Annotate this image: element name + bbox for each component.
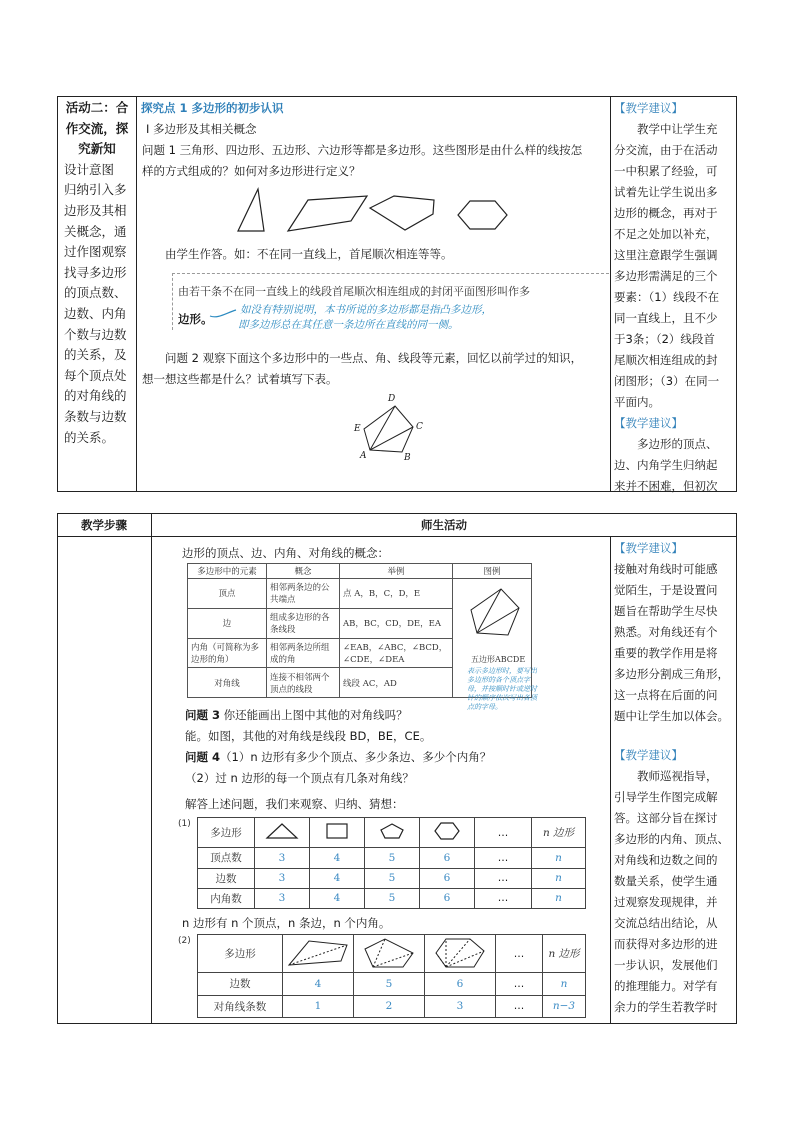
design-line: 的关系。 xyxy=(64,429,115,445)
ellipsis: … xyxy=(475,868,532,888)
suggestion-line: 的推理能力。对学有 xyxy=(614,979,718,993)
hexagon-icon xyxy=(432,821,462,841)
concept-element: 顶点 xyxy=(188,579,267,609)
pent-diagonal-cell xyxy=(354,935,425,973)
spacer xyxy=(614,727,734,745)
teaching-suggestions-bottom xyxy=(614,538,734,1018)
edge-count: 4 xyxy=(310,868,365,888)
suggestion-line: 熟悉。对角线还有个 xyxy=(614,625,718,639)
edge-count: 5 xyxy=(365,868,420,888)
suggestion-line: 交流总结出结论，从 xyxy=(614,916,718,930)
table-2-tag: (2) xyxy=(178,936,191,946)
design-line: 边数、内角 xyxy=(64,305,127,321)
hexagon-cell xyxy=(420,818,475,848)
vertex-label-e: E xyxy=(354,424,361,434)
suggestion-line: 边形的概念，再对于 xyxy=(614,206,718,220)
figure-handwritten-note: 表示多边形时，要写出多边形的各个顶点字母，并按顺时针或逆时针的顺序依次写出各顶点的字母。 xyxy=(467,667,537,711)
polygon-definition-end: 边形。 xyxy=(178,312,213,326)
figure-caption: 五边形ABCDE xyxy=(471,655,526,664)
pentagon-diagonal-icon xyxy=(359,935,419,969)
suggestion-line: 不足之处加以补充， xyxy=(614,227,718,241)
pentagon-abcde-diagram xyxy=(459,583,537,655)
subheading: Ⅰ 多边形及其相关概念 xyxy=(146,122,257,136)
polygon-definition: 由若干条不在同一直线上的线段首尾顺次相连组成的封闭平面图形叫作多 xyxy=(178,285,530,298)
suggestion-tag: 【教学建议】 xyxy=(614,416,683,430)
design-line: 找寻多边形 xyxy=(64,264,127,280)
concept-example: ∠EAB，∠ABC，∠BCD，∠CDE，∠DEA xyxy=(340,638,453,668)
answer-text: 由学生作答。如：不在同一直线上，首尾顺次相连等等。 xyxy=(165,247,453,261)
suggestion-line: 多边形的顶点、 xyxy=(637,437,718,451)
row-header: 对角线条数 xyxy=(198,995,283,1018)
vertex-label-a: A xyxy=(360,451,367,461)
concept-definition: 相邻两条边的公共端点 xyxy=(267,579,340,609)
suggestion-line: 一步认识，发展他们 xyxy=(614,958,718,972)
question-4-text: （1）n 边形有多少个顶点、多少条边、多少个内角？ xyxy=(220,750,492,764)
activity-title-1: 活动二：合 xyxy=(65,100,129,115)
header-activities: 师生活动 xyxy=(421,518,467,532)
question-3-text: 你还能画出上图中其他的对角线吗？ xyxy=(220,708,408,722)
design-intent-label: 设计意图 xyxy=(64,161,115,177)
quadrilateral-diagonal-icon xyxy=(285,935,351,969)
suggestion-line: 于3条；（2）线段首 xyxy=(614,332,715,346)
suggestion-line: 这一点将在后面的问 xyxy=(614,688,718,702)
diagonal-count: 2 xyxy=(354,995,425,1018)
design-line: 个数与边数 xyxy=(64,326,127,342)
header-teaching-steps: 教学步骤 xyxy=(81,518,127,532)
explore-heading: 探究点 1 多边形的初步认识 xyxy=(141,101,284,115)
concept-header: 图例 xyxy=(453,564,532,579)
pentagon-cell xyxy=(365,818,420,848)
design-line: 的对角线的 xyxy=(64,388,127,404)
pentagon-shape xyxy=(370,196,434,230)
suggestion-line: 一中积累了经验，可 xyxy=(614,164,718,178)
concept-element: 边 xyxy=(188,608,267,638)
pentagon-figure xyxy=(340,394,440,466)
triangle-shape xyxy=(238,189,264,231)
design-line: 的顶点数、 xyxy=(64,285,127,301)
edge-count: 5 xyxy=(354,973,425,996)
concept-intro: 边形的顶点、边、内角、对角线的概念： xyxy=(182,546,389,560)
suggestion-line: 要素：（1）线段不在 xyxy=(614,290,720,304)
concept-definition: 组成多边形的各条线段 xyxy=(267,608,340,638)
suggestion-line: 数量关系，使学生通 xyxy=(614,874,718,888)
n-gon-header: n 边形 xyxy=(543,935,586,973)
activity-title-2: 作交流，探 xyxy=(65,120,129,136)
suggestion-line: 接触对角线时可能感 xyxy=(614,562,718,576)
suggestion-line: 余力的学生若教学时 xyxy=(614,1000,718,1014)
edge-count-n: n xyxy=(532,868,586,888)
ellipsis: … xyxy=(496,995,543,1018)
row-header: 边数 xyxy=(198,973,283,996)
angle-count: 4 xyxy=(310,888,365,908)
suggestion-line: 教学中让学生充 xyxy=(637,122,718,136)
suggestion-line: 分交流，由于在活动 xyxy=(614,143,718,157)
suggestion-line: 多边形的内角、顶点、 xyxy=(614,832,729,846)
triangle-cell xyxy=(255,818,310,848)
hex-diagonal-cell xyxy=(425,935,496,973)
ellipsis: … xyxy=(496,935,543,973)
activity-column xyxy=(60,98,134,448)
suggestion-line: 过观察发现规律，并 xyxy=(614,895,718,909)
vertex-label-b: B xyxy=(404,453,411,463)
diagonal-count-n: n−3 xyxy=(543,995,586,1018)
question-1-line1: 问题 1 三角形、四边形、五边形、六边形等都是多边形。这些图形是由什么样的线按怎 xyxy=(142,143,583,157)
design-line: 关概念，通 xyxy=(64,223,127,239)
concept-example: 点 A，B，C，D，E xyxy=(340,579,453,609)
vertex-count: 5 xyxy=(365,848,420,868)
row-header: 多边形 xyxy=(198,818,255,848)
square-icon xyxy=(323,822,351,840)
suggestion-tag: 【教学建议】 xyxy=(614,748,683,762)
suggestion-line: 来并不困难，但初次 xyxy=(614,479,718,493)
vertex-label-c: C xyxy=(416,422,423,432)
suggestion-tag: 【教学建议】 xyxy=(614,101,683,115)
question-2-line1: 问题 2 观察下面这个多边形中的一些点、角、线段等元素，回忆以前学过的知识， xyxy=(165,351,583,365)
suggestion-line: 平面内。 xyxy=(614,395,660,409)
concept-example: 线段 AC，AD xyxy=(340,668,453,698)
handwritten-note-line2: 即多边形总在其任意一条边所在直线的同一侧。 xyxy=(238,319,459,331)
pentagon-icon xyxy=(378,822,406,840)
suggestion-line: 答。这部分旨在探讨 xyxy=(614,811,718,825)
suggestion-line: 重要的教学作用是将 xyxy=(614,646,718,660)
edge-count: 3 xyxy=(255,868,310,888)
edge-count: 6 xyxy=(425,973,496,996)
suggestion-line: 对角线和边数之间的 xyxy=(614,853,718,867)
edge-count-n: n xyxy=(543,973,586,996)
question-4-label: 问题 4 xyxy=(185,750,221,764)
row-header: 边数 xyxy=(198,868,255,888)
diagonal-count: 1 xyxy=(283,995,354,1018)
suggestion-line: 多边形分割成三角形， xyxy=(614,667,729,681)
n-gon-header: n 边形 xyxy=(532,818,586,848)
suggestion-line: 而获得对多边形的进 xyxy=(614,937,718,951)
vertex-count: 4 xyxy=(310,848,365,868)
angle-count-n: n xyxy=(532,888,586,908)
pentagon-outline xyxy=(364,406,413,452)
ellipsis: … xyxy=(475,848,532,868)
annotation-arrow-icon xyxy=(208,307,238,321)
suggestion-tag: 【教学建议】 xyxy=(614,541,683,555)
row-header: 内角数 xyxy=(198,888,255,908)
design-line: 边形及其相 xyxy=(64,202,127,218)
question-3-label: 问题 3 xyxy=(185,708,221,722)
concept-element: 内角（可简称为多边形的角） xyxy=(188,638,267,668)
angle-count: 6 xyxy=(420,888,475,908)
handwritten-note-line1: 如没有特别说明，本书所说的多边形都是指凸多边形， xyxy=(240,304,492,316)
suggestion-line: 多边形需满足的三个 xyxy=(614,269,718,283)
suggestion-line: 同一直线上，且不少 xyxy=(614,311,718,325)
suggestion-line: 尾顺次相连组成的封 xyxy=(614,353,718,367)
concept-example: AB，BC，CD，DE，EA xyxy=(340,608,453,638)
suggestion-line: 闭图形；（3）在同一 xyxy=(614,374,720,388)
question-4-part2: （2）过 n 边形的每一个顶点有几条对角线？ xyxy=(185,771,414,785)
concept-table xyxy=(187,563,537,711)
angle-count: 5 xyxy=(365,888,420,908)
design-line: 过作图观察 xyxy=(64,244,127,260)
suggestion-line: 题旨在帮助学生尽快 xyxy=(614,604,718,618)
angle-count: 3 xyxy=(255,888,310,908)
vertices-table xyxy=(197,817,586,909)
question-3 xyxy=(185,707,408,723)
diagonals-table xyxy=(197,934,586,1018)
vertex-count: 3 xyxy=(255,848,310,868)
concept-definition: 相邻两条边所组成的角 xyxy=(267,638,340,668)
concept-element: 对角线 xyxy=(188,668,267,698)
question-4 xyxy=(185,749,491,765)
table-1-tag: (1) xyxy=(178,819,191,829)
suggestion-line: 题中让学生加以体会。 xyxy=(614,709,729,723)
suggestion-line: 觉陌生，于是设置问 xyxy=(614,583,718,597)
hexagon-diagonal-icon xyxy=(430,935,490,969)
quad-diagonal-cell xyxy=(283,935,354,973)
edge-count: 4 xyxy=(283,973,354,996)
activity-title-3: 究新知 xyxy=(78,141,116,157)
vertex-label-d: D xyxy=(388,394,396,404)
ellipsis: … xyxy=(475,888,532,908)
teaching-suggestions-top xyxy=(614,98,734,497)
question-1-line2: 样的方式组成的？如何对多边形进行定义？ xyxy=(142,164,361,178)
design-line: 归纳引入多 xyxy=(64,182,127,198)
concept-header: 多边形中的元素 xyxy=(188,564,267,579)
ellipsis: … xyxy=(475,818,532,848)
design-line: 每个顶点处 xyxy=(64,367,127,383)
conclusion-text: n 边形有 n 个顶点，n 条边，n 个内角。 xyxy=(182,916,391,930)
suggestion-line: 试着先让学生说出多 xyxy=(614,185,718,199)
row-header: 多边形 xyxy=(198,935,283,973)
vertex-count-n: n xyxy=(532,848,586,868)
design-line: 条数与边数 xyxy=(64,408,127,424)
hexagon-shape xyxy=(458,201,507,229)
row-header: 顶点数 xyxy=(198,848,255,868)
ellipsis: … xyxy=(496,973,543,996)
concept-figure-cell xyxy=(453,579,537,711)
suggestion-line: 边、内角学生归纳起 xyxy=(614,458,718,472)
triangle-icon xyxy=(265,822,299,840)
suggestion-line: 引导学生作图完成解 xyxy=(614,790,718,804)
polygon-shapes-figure xyxy=(230,184,520,236)
concept-header: 举例 xyxy=(340,564,453,579)
question-3-answer: 能。如图，其他的对角线是线段 BD，BE，CE。 xyxy=(185,729,432,743)
suggestion-line: 这里注意跟学生强调 xyxy=(614,248,718,262)
question-2-line2: 想一想这些都是什么？试着填写下表。 xyxy=(142,372,338,386)
solve-intro: 解答上述问题，我们来观察、归纳、猜想： xyxy=(185,797,404,811)
suggestion-line: 教师巡视指导， xyxy=(637,769,718,783)
square-cell xyxy=(310,818,365,848)
design-line: 的关系，及 xyxy=(64,347,127,363)
edge-count: 6 xyxy=(420,868,475,888)
vertex-count: 6 xyxy=(420,848,475,868)
concept-definition: 连接不相邻两个顶点的线段 xyxy=(267,668,340,698)
diagonal-count: 3 xyxy=(425,995,496,1018)
concept-header: 概念 xyxy=(267,564,340,579)
quadrilateral-shape xyxy=(288,196,367,231)
